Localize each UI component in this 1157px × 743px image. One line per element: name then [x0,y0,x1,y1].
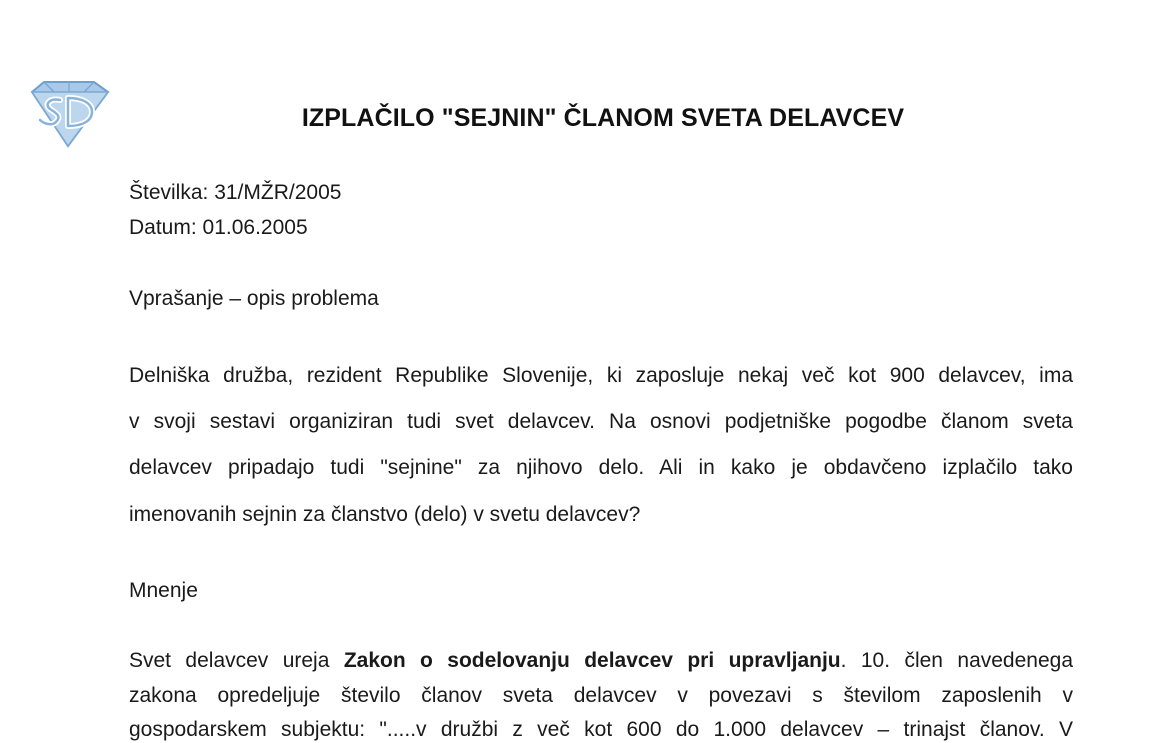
opinion-text: . 10. člen navedenega [840,649,1073,672]
opinion-line [129,649,1073,677]
document-title: IZPLAČILO "SEJNIN" ČLANOM SVETA DELAVCEV [301,104,905,132]
document-date: Datum: 01.06.2005 [129,216,308,239]
law-reference: Zakon o sodelovanju delavcev pri upravljanju [343,649,841,672]
question-line: Delniška družba, rezident Republike Slovenije, ki zaposluje nekaj več kot 900 delavcev, ima [129,364,1073,387]
opinion-text: Svet delavcev ureja [129,649,344,672]
opinion-line: zakona opredeljuje število članov sveta delavcev v povezavi s številom zaposlenih v [129,684,1073,707]
document-number: Številka: 31/MŽR/2005 [129,181,342,204]
opinion-heading: Mnenje [129,579,198,602]
question-heading: Vprašanje – opis problema [129,287,379,310]
question-line: v svoji sestavi organiziran tudi svet delavcev. Na osnovi podjetniške pogodbe članom sveta [129,410,1073,433]
question-line: delavcev pripadajo tudi "sejnine" za njihovo delo. Ali in kako je obdavčeno izplačilo tako [129,456,1073,479]
opinion-line: gospodarskem subjektu: ".....v družbi z več kot 600 do 1.000 delavcev – trinajst članov. V [129,718,1073,741]
question-line: imenovanih sejnin za članstvo (delo) v svetu delavcev? [129,503,641,526]
logo-icon [26,78,112,150]
